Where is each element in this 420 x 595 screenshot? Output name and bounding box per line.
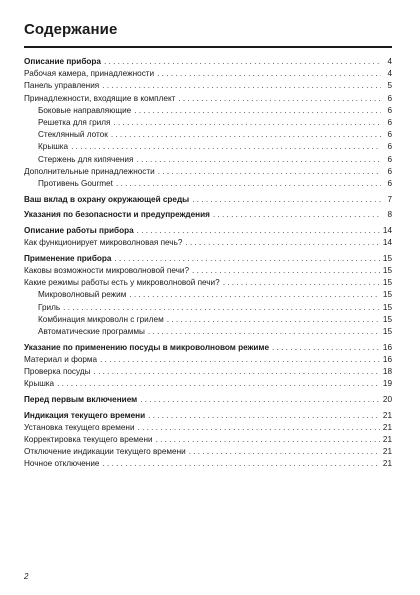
toc-entry-label: Рабочая камера, принадлежности: [24, 69, 155, 79]
toc-entry-page: 21: [382, 447, 392, 457]
toc-entry-label: Микроволновый режим: [38, 290, 127, 300]
toc-entry-page: 20: [382, 394, 392, 404]
toc-entry-page: 16: [382, 342, 392, 352]
toc-entry-label: Противень Gourmet: [38, 178, 113, 188]
toc-entry-label: Указания по безопасности и предупреждения: [24, 210, 210, 220]
toc-entry-label: Гриль: [38, 302, 61, 312]
table-of-contents: [24, 56, 392, 471]
toc-entry-label: Применение прибора: [24, 253, 112, 263]
toc-entry-label: Индикация текущего времени: [24, 410, 146, 420]
toc-entry-page: 15: [382, 302, 392, 312]
toc-entry[interactable]: [24, 434, 392, 446]
toc-entry-page: 6: [387, 130, 392, 140]
toc-entry-page: 15: [382, 266, 392, 275]
toc-entry-label: Решетка для гриля: [38, 117, 111, 127]
toc-entry[interactable]: [24, 410, 392, 422]
toc-entry-label: Установка текущего времени: [24, 422, 135, 432]
toc-entry[interactable]: [24, 56, 392, 68]
toc-leader-dots: [113, 117, 381, 129]
toc-entry-page: 6: [387, 142, 392, 152]
toc-entry-label: Описание работы прибора: [24, 225, 134, 235]
toc-entry[interactable]: [24, 289, 392, 301]
toc-entry[interactable]: [24, 366, 392, 378]
toc-leader-dots: [157, 68, 381, 80]
toc-entry-label: Проверка посуды: [24, 367, 91, 376]
toc-leader-dots: [102, 80, 381, 92]
toc-entry[interactable]: [24, 446, 392, 458]
toc-leader-dots: [134, 105, 381, 117]
toc-entry-label: Как функционирует микроволновая печь?: [24, 238, 183, 248]
toc-entry[interactable]: [24, 265, 392, 277]
toc-entry-page: 6: [387, 178, 392, 188]
toc-entry-label: Крышка: [24, 379, 55, 389]
toc-leader-dots: [185, 237, 379, 249]
toc-leader-dots: [192, 194, 381, 206]
toc-leader-dots: [136, 154, 381, 166]
toc-entry-page: 8: [387, 210, 392, 220]
toc-entry[interactable]: [24, 326, 392, 338]
toc-leader-dots: [140, 394, 380, 406]
toc-entry[interactable]: [24, 237, 392, 249]
toc-leader-dots: [156, 434, 380, 446]
toc-leader-dots: [63, 302, 380, 314]
toc-leader-dots: [111, 129, 381, 141]
toc-leader-dots: [116, 178, 381, 190]
toc-entry-label: Ночное отключение: [24, 459, 100, 469]
toc-entry-page: 15: [382, 314, 392, 324]
toc-leader-dots: [57, 378, 380, 390]
title-rule: [24, 46, 392, 48]
toc-entry-page: 4: [387, 69, 392, 79]
toc-entry[interactable]: [24, 117, 392, 129]
toc-leader-dots: [158, 166, 381, 178]
toc-entry-label: Стеклянный лоток: [38, 130, 108, 140]
toc-entry[interactable]: [24, 253, 392, 265]
toc-entry-page: 15: [382, 253, 392, 263]
toc-leader-dots: [102, 458, 379, 470]
toc-entry[interactable]: [24, 302, 392, 314]
toc-leader-dots: [178, 93, 381, 105]
toc-entry-label: Боковые направляющие: [38, 105, 132, 115]
toc-entry[interactable]: [24, 93, 392, 105]
toc-entry[interactable]: [24, 105, 392, 117]
toc-entry[interactable]: [24, 154, 392, 166]
toc-entry-label: Крышка: [38, 142, 69, 152]
toc-leader-dots: [137, 225, 380, 237]
toc-entry-label: Ваш вклад в охрану окружающей среды: [24, 194, 190, 204]
toc-entry-page: 6: [387, 93, 392, 103]
toc-entry-page: 6: [387, 105, 392, 115]
toc-entry-page: 16: [382, 354, 392, 364]
toc-entry-label: Описание прибора: [24, 57, 101, 66]
toc-entry-page: 5: [387, 81, 392, 91]
toc-entry[interactable]: [24, 129, 392, 141]
toc-entry-label: Материал и форма: [24, 354, 98, 364]
toc-leader-dots: [138, 422, 380, 434]
toc-entry[interactable]: [24, 225, 392, 237]
toc-entry-page: 15: [382, 290, 392, 300]
toc-entry-page: 14: [382, 225, 392, 235]
toc-entry-label: Стержень для кипячения: [38, 154, 134, 164]
toc-leader-dots: [71, 141, 381, 153]
toc-leader-dots: [104, 56, 381, 68]
toc-entry-label: Отключение индикации текущего времени: [24, 447, 186, 457]
toc-entry-page: 21: [382, 422, 392, 432]
toc-entry-label: Какие режимы работы есть у микроволновой печи?: [24, 278, 220, 288]
toc-entry[interactable]: [24, 314, 392, 326]
toc-entry-label: Автоматические программы: [38, 326, 145, 336]
toc-entry-page: 21: [382, 459, 392, 469]
toc-entry[interactable]: [24, 68, 392, 80]
toc-entry[interactable]: [24, 458, 392, 470]
toc-leader-dots: [167, 314, 380, 326]
toc-entry-label: Дополнительные принадлежности: [24, 166, 155, 176]
toc-entry-page: 6: [387, 166, 392, 176]
toc-entry-label: Комбинация микроволн с грилем: [38, 314, 164, 324]
toc-entry-label: Принадлежности, входящие в комплект: [24, 93, 176, 103]
toc-leader-dots: [114, 253, 379, 265]
toc-entry-page: 18: [382, 367, 392, 376]
toc-entry-page: 14: [382, 238, 392, 248]
toc-entry-label: Перед первым включением: [24, 394, 138, 404]
toc-entry-page: 4: [387, 57, 392, 66]
toc-entry-page: 7: [387, 194, 392, 204]
toc-entry[interactable]: [24, 354, 392, 366]
toc-entry[interactable]: [24, 342, 392, 354]
toc-entry[interactable]: [24, 209, 392, 221]
toc-entry-page: 19: [382, 379, 392, 389]
page-title: Содержание: [24, 21, 118, 38]
toc-leader-dots: [94, 366, 380, 378]
toc-leader-dots: [148, 410, 380, 422]
toc-entry[interactable]: [24, 422, 392, 434]
toc-entry-label: Корректировка текущего времени: [24, 434, 153, 444]
toc-leader-dots: [148, 326, 380, 338]
toc-entry[interactable]: [24, 178, 392, 190]
toc-entry[interactable]: [24, 80, 392, 92]
toc-entry[interactable]: [24, 141, 392, 153]
toc-leader-dots: [129, 289, 380, 301]
toc-entry-page: 21: [382, 410, 392, 420]
page-number: 2: [24, 572, 29, 581]
toc-entry-page: 15: [382, 278, 392, 288]
toc-entry-page: 6: [387, 154, 392, 164]
toc-entry-label: Указание по применению посуды в микроволновом режиме: [24, 342, 270, 352]
toc-entry-page: 6: [387, 117, 392, 127]
toc-entry[interactable]: [24, 378, 392, 390]
toc-entry[interactable]: [24, 166, 392, 178]
toc-entry-page: 15: [382, 326, 392, 336]
toc-leader-dots: [213, 209, 381, 221]
toc-entry-label: Панель управления: [24, 81, 100, 91]
toc-leader-dots: [272, 342, 380, 354]
toc-entry-label: Каковы возможности микроволновой печи?: [24, 266, 190, 275]
toc-entry[interactable]: [24, 194, 392, 206]
toc-entry-page: 21: [382, 434, 392, 444]
toc-leader-dots: [189, 446, 380, 458]
toc-entry[interactable]: [24, 394, 392, 406]
toc-leader-dots: [223, 277, 380, 289]
toc-entry[interactable]: [24, 277, 392, 289]
toc-leader-dots: [100, 354, 380, 366]
toc-leader-dots: [192, 265, 380, 277]
